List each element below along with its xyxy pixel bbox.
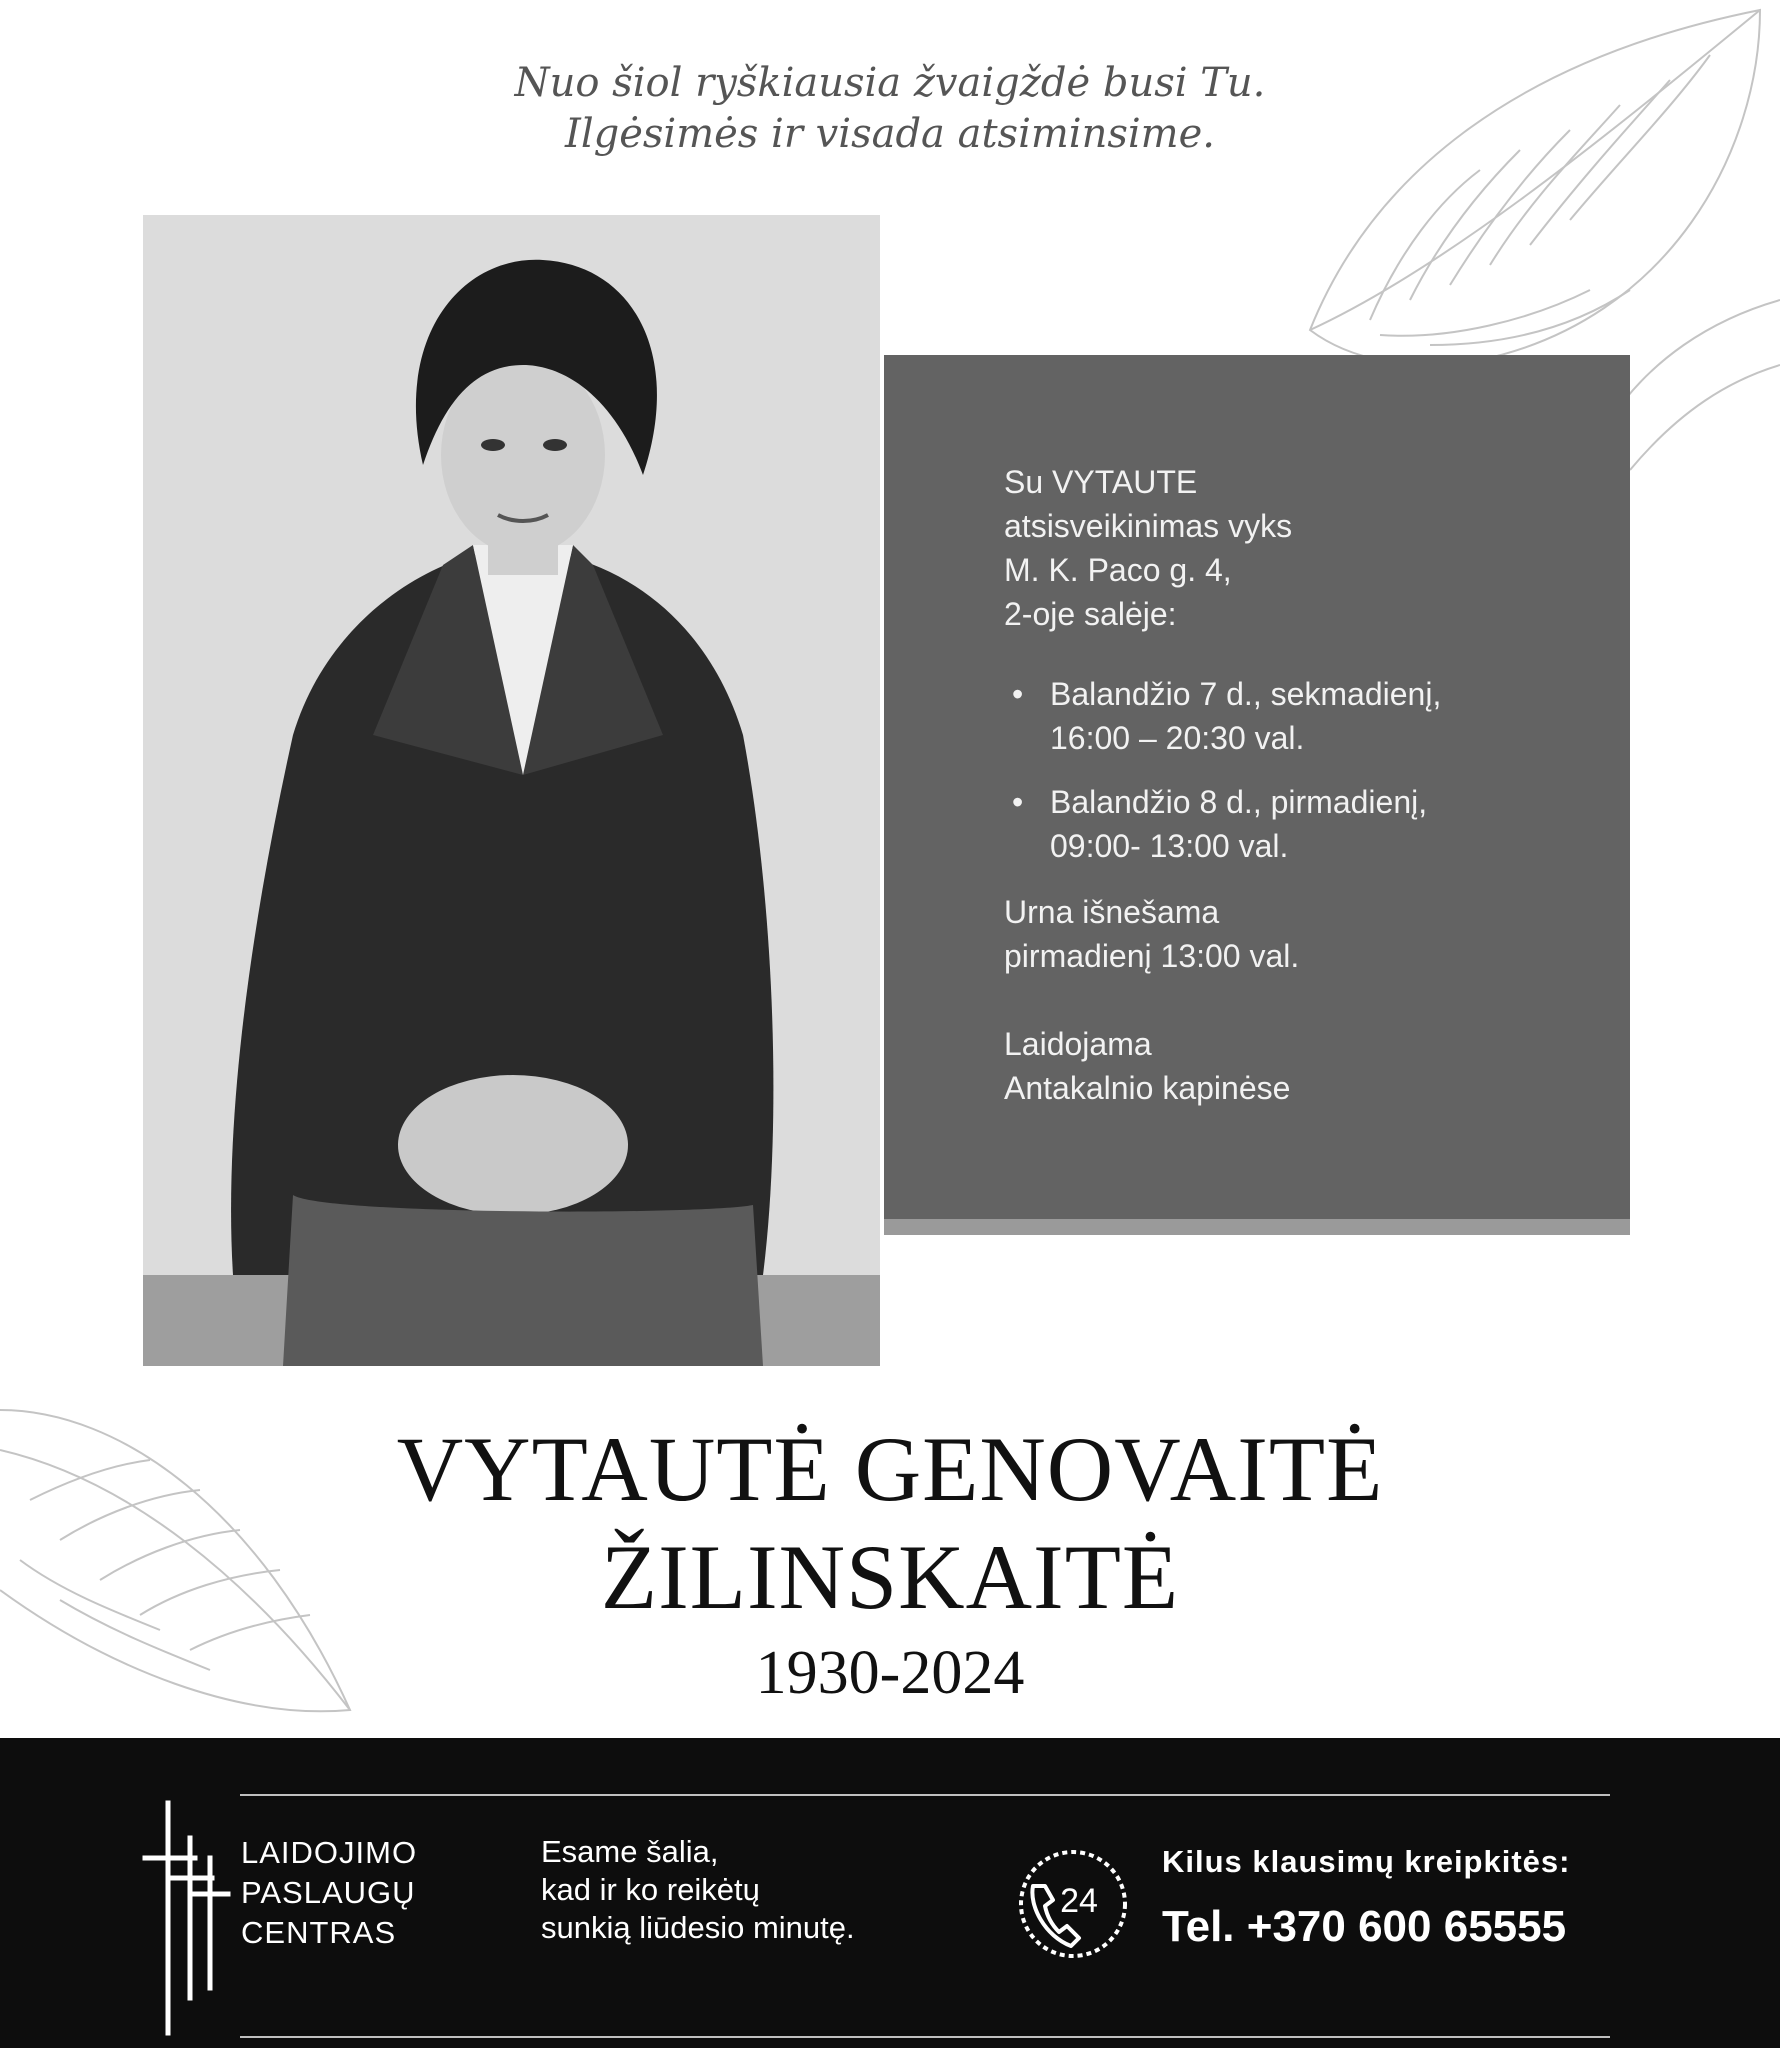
- badge-number: 24: [1060, 1882, 1098, 1920]
- bullet-icon: •: [1012, 676, 1024, 712]
- info-intro-line: atsisveikinimas vyks: [1004, 508, 1293, 544]
- info-intro-line: 2-oje salėje:: [1004, 596, 1177, 632]
- logo-line: LAIDOJIMO: [241, 1835, 418, 1870]
- logo-line: PASLAUGŲ: [241, 1875, 416, 1910]
- info-intro-line: M. K. Paco g. 4,: [1004, 552, 1232, 588]
- footer-bar: [0, 1738, 1780, 2048]
- phone-24h-icon: [1015, 1846, 1131, 1962]
- logo-line: CENTRAS: [241, 1915, 397, 1950]
- info-intro-line: Su VYTAUTE: [1004, 464, 1198, 500]
- visiting-hours-item: [1004, 672, 1604, 760]
- company-logo-text: [241, 1833, 417, 1953]
- visiting-date: Balandžio 8 d., pirmadienį,: [1050, 784, 1428, 820]
- phone-number[interactable]: Tel. +370 600 65555: [1162, 1902, 1567, 1951]
- slogan-line: sunkią liūdesio minutę.: [541, 1910, 855, 1945]
- visiting-hours-list: [1004, 672, 1604, 868]
- portrait-photo: [143, 215, 880, 1366]
- contact-label: Kilus klausimų kreipkitės:: [1162, 1844, 1571, 1879]
- quote-line-1: Nuo šiol ryškiausia žvaigždė busi Tu.: [514, 60, 1266, 106]
- burial-info-line: Antakalnio kapinėse: [1004, 1070, 1291, 1106]
- urn-info-line: pirmadienį 13:00 val.: [1004, 938, 1300, 974]
- name-line-1: VYTAUTĖ GENOVAITĖ: [396, 1418, 1384, 1520]
- footer-divider-top: [240, 1794, 1610, 1796]
- quote-line-2: Ilgėsimės ir visada atsiminsime.: [565, 111, 1215, 157]
- visiting-date: Balandžio 7 d., sekmadienį,: [1050, 676, 1442, 712]
- life-years: 1930-2024: [755, 1639, 1025, 1707]
- deceased-name-block: [0, 1415, 1780, 1713]
- funeral-info-panel: [884, 355, 1630, 1219]
- visiting-time: 09:00- 13:00 val.: [1050, 828, 1289, 864]
- name-line-2: ŽILINSKAITĖ: [600, 1526, 1180, 1628]
- footer-divider-bottom: [240, 2036, 1610, 2038]
- company-slogan: [541, 1833, 855, 1947]
- slogan-line: kad ir ko reikėtų: [541, 1872, 760, 1907]
- crosses-logo-icon: [140, 1798, 232, 2038]
- visiting-hours-item: [1004, 780, 1604, 868]
- burial-info-line: Laidojama: [1004, 1026, 1152, 1062]
- visiting-time: 16:00 – 20:30 val.: [1050, 720, 1305, 756]
- bullet-icon: •: [1012, 784, 1024, 820]
- slogan-line: Esame šalia,: [541, 1834, 719, 1869]
- urn-info-line: Urna išnešama: [1004, 894, 1220, 930]
- memorial-quote: [0, 58, 1780, 160]
